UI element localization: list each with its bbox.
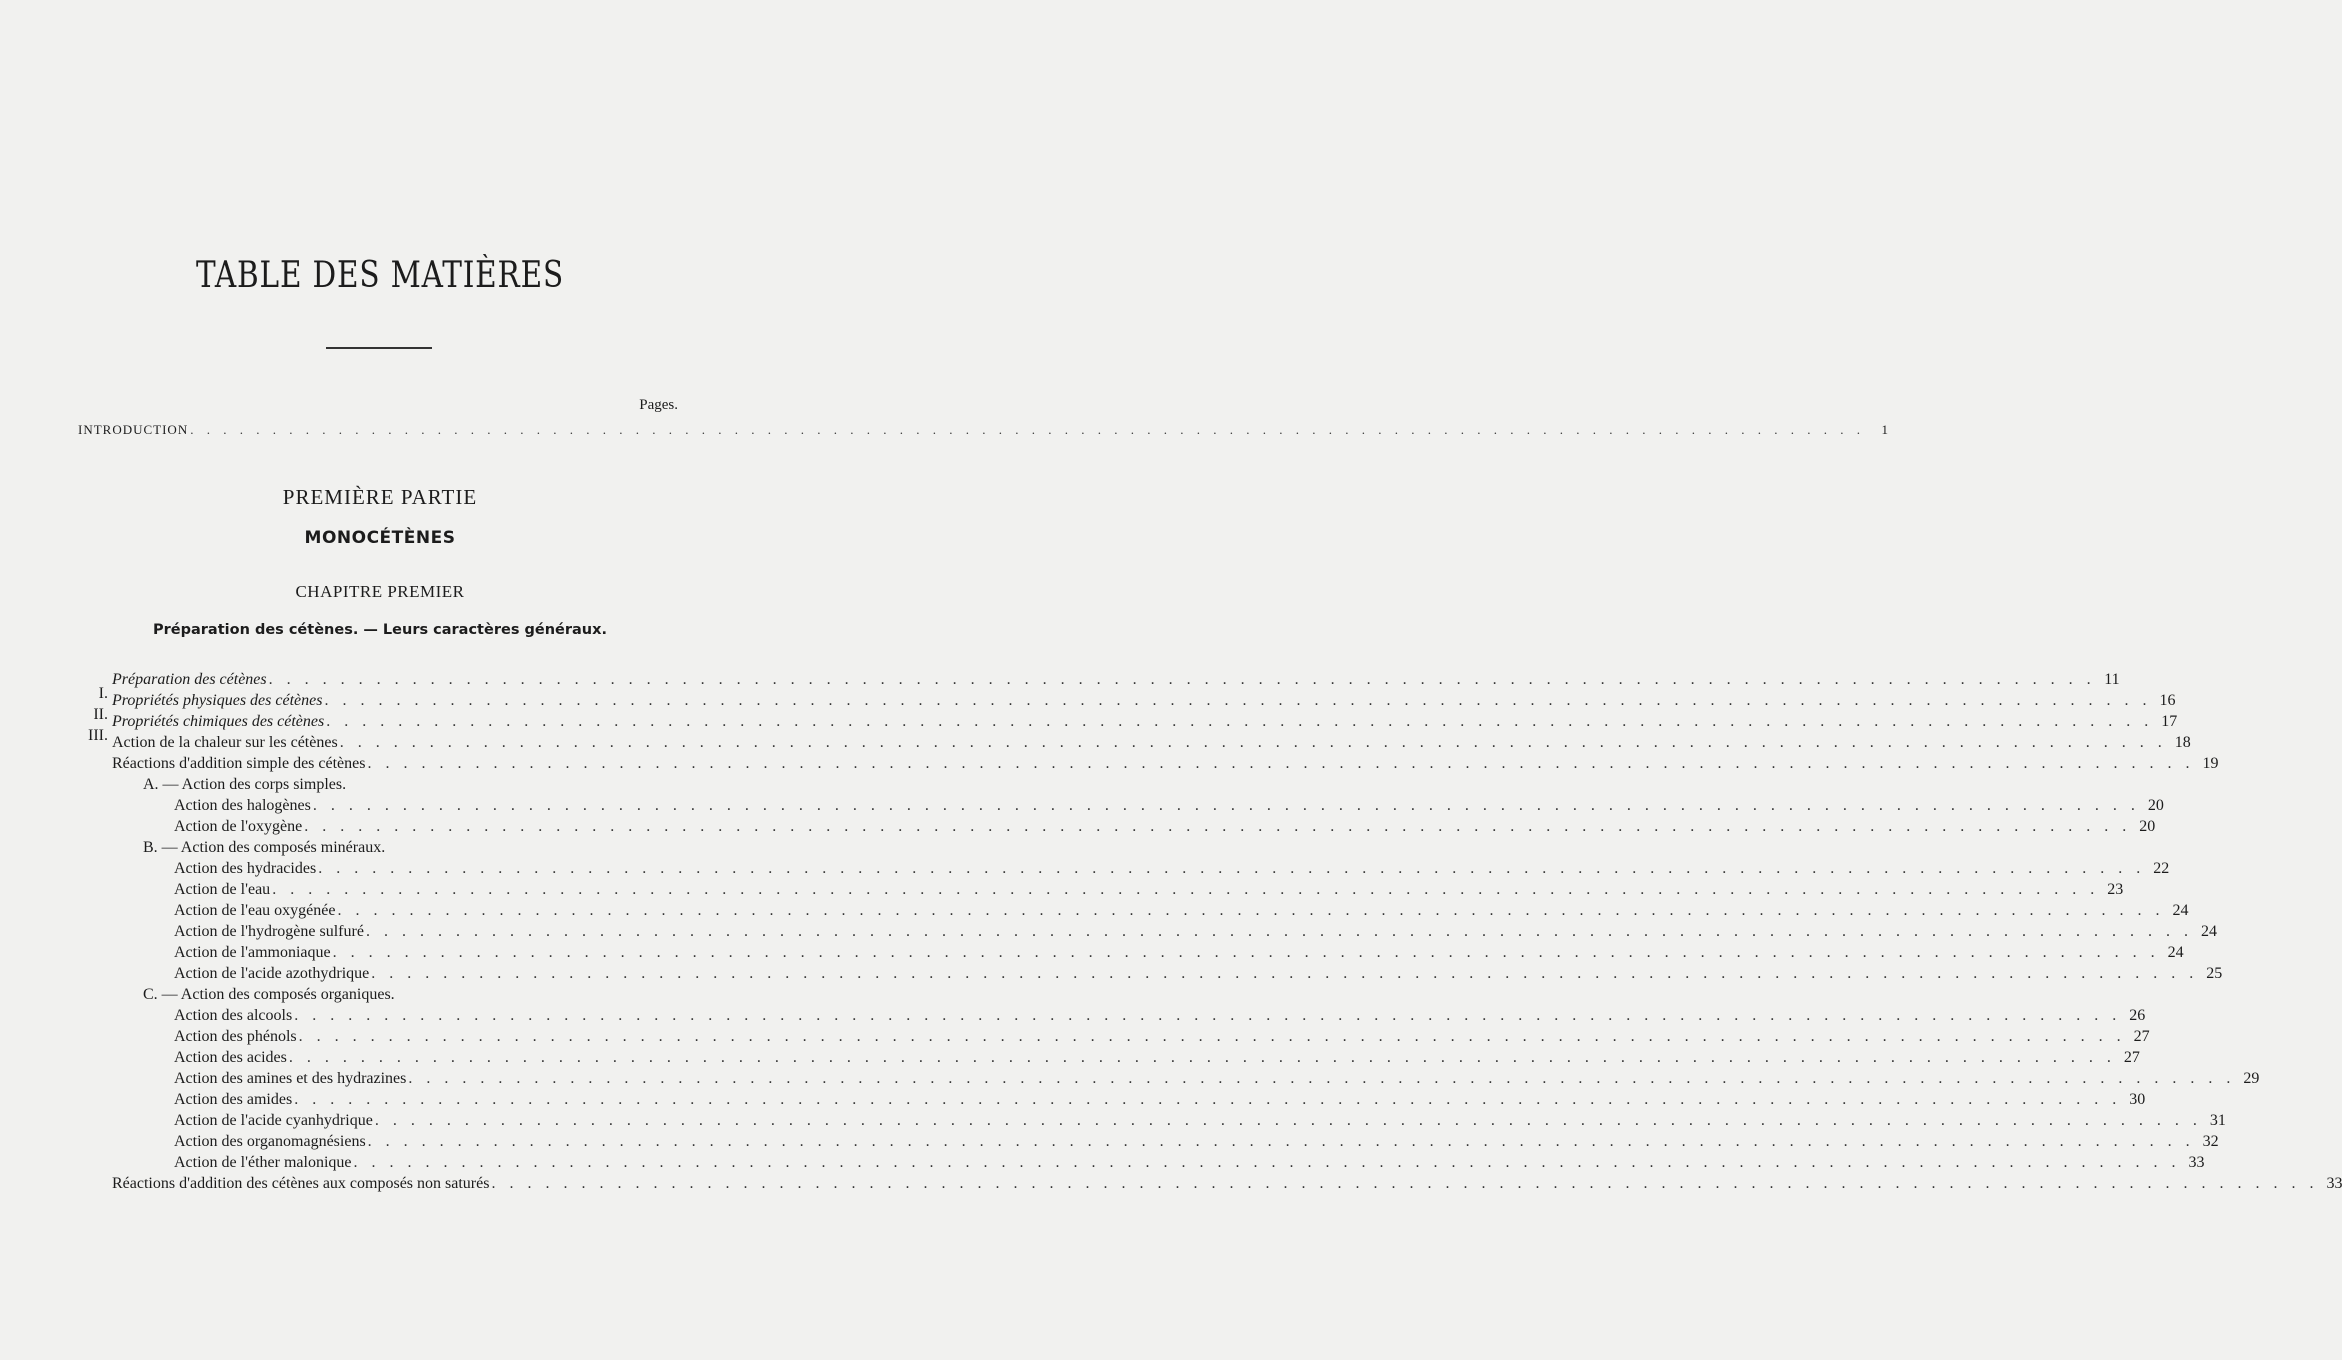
leader-dots xyxy=(371,964,2198,984)
toc-entry-item[interactable] xyxy=(174,796,2164,816)
leader-dots xyxy=(354,1153,2181,1173)
toc-entry-page: 19 xyxy=(2202,755,2219,772)
toc-entry-subsection[interactable] xyxy=(112,754,2219,774)
toc-entry-page: 17 xyxy=(2161,713,2178,730)
toc-entry-label: Réactions d'addition des cétènes aux composés non saturés xyxy=(112,1175,490,1192)
toc-entry-label: Action de la chaleur sur les cétènes xyxy=(112,734,338,751)
toc-group-heading: B. — Action des composés minéraux. xyxy=(143,839,386,856)
title-rule xyxy=(326,347,432,349)
leader-dots xyxy=(491,1174,2318,1194)
toc-entry-label: Propriétés chimiques des cétènes xyxy=(112,713,325,730)
toc-entry-item[interactable] xyxy=(174,1132,2219,1152)
toc-entry-page: 20 xyxy=(2139,818,2156,835)
toc-entry-label: Propriétés physiques des cétènes xyxy=(112,692,323,709)
toc-entry-page: 20 xyxy=(2147,797,2164,814)
toc-entry-page: 31 xyxy=(2209,1112,2226,1129)
toc-entry-page: 33 xyxy=(2188,1154,2205,1171)
toc-entry-label: Action de l'oxygène xyxy=(174,818,303,835)
toc-entry-label: Préparation des cétènes xyxy=(112,671,267,688)
toc-entry-page: 25 xyxy=(2206,965,2223,982)
toc-entry-page: 29 xyxy=(2243,1070,2260,1087)
leader-dots xyxy=(313,796,2140,816)
toc-entry-page: 27 xyxy=(2123,1049,2140,1066)
section-number: II. xyxy=(93,706,108,723)
toc-entry-introduction[interactable] xyxy=(78,420,1889,440)
toc-entry-label: Action des amines et des hydrazines xyxy=(174,1070,407,1087)
section-number: I. xyxy=(98,685,108,702)
toc-entry-item[interactable] xyxy=(174,1006,2146,1026)
toc-entry-item[interactable] xyxy=(174,901,2189,921)
toc-entry-page: 32 xyxy=(2202,1133,2219,1150)
toc-entry-label: Action de l'acide cyanhydrique xyxy=(174,1112,373,1129)
toc-entry-label: Action des phénols xyxy=(174,1028,297,1045)
leader-dots xyxy=(366,922,2193,942)
toc-entry-item[interactable] xyxy=(174,943,2184,963)
toc-entry-item[interactable] xyxy=(174,964,2223,984)
part-title: PREMIÈRE PARTIE xyxy=(282,485,478,509)
toc-entry-page: 22 xyxy=(2153,860,2170,877)
toc-entry-item[interactable] xyxy=(174,922,2217,942)
leader-dots xyxy=(326,712,2153,732)
leader-dots xyxy=(294,1006,2121,1026)
toc-entry-label: Action de l'éther malonique xyxy=(174,1154,352,1171)
leader-dots xyxy=(324,691,2151,711)
toc-entry-label: Action des hydracides xyxy=(174,860,317,877)
toc-entry-label: Action des organomagnésiens xyxy=(174,1133,366,1150)
leader-dots xyxy=(190,420,1865,440)
chapter-title: CHAPITRE PREMIER xyxy=(295,582,465,601)
leader-dots xyxy=(337,901,2164,921)
part-subtitle: MONOCÉTÈNES xyxy=(304,528,456,548)
toc-entry-page: 11 xyxy=(2104,671,2120,688)
leader-dots xyxy=(368,1132,2195,1152)
toc-entry-label: Action des alcools xyxy=(174,1007,293,1024)
toc-entry-page: 27 xyxy=(2133,1028,2150,1045)
leader-dots xyxy=(294,1090,2121,1110)
leader-dots xyxy=(272,880,2099,900)
toc-entry-page: 16 xyxy=(2159,692,2176,709)
toc-entry-item[interactable] xyxy=(174,859,2170,879)
leader-dots xyxy=(375,1111,2202,1131)
toc-group-heading: A. — Action des corps simples. xyxy=(143,776,347,793)
toc-entry-item[interactable] xyxy=(174,880,2124,900)
toc-entry-page: 24 xyxy=(2200,923,2217,940)
toc-entry-item[interactable] xyxy=(174,1069,2260,1089)
toc-entry-item[interactable] xyxy=(174,1027,2150,1047)
toc-entry-page: 1 xyxy=(1881,422,1889,437)
leader-dots xyxy=(408,1069,2235,1089)
toc-entry-page: 26 xyxy=(2129,1007,2146,1024)
leader-dots xyxy=(304,817,2131,837)
leader-dots xyxy=(318,859,2145,879)
leader-dots xyxy=(289,1048,2116,1068)
toc-entry-page: 30 xyxy=(2129,1091,2146,1108)
toc-entry-label: INTRODUCTION xyxy=(78,422,189,437)
leader-dots xyxy=(340,733,2167,753)
leader-dots xyxy=(299,1027,2126,1047)
toc-entry-item[interactable] xyxy=(174,1048,2140,1068)
toc-entry-label: Action de l'acide azothydrique xyxy=(174,965,370,982)
leader-dots xyxy=(269,670,2096,690)
toc-entry-label: Action des halogènes xyxy=(174,797,311,814)
toc-entry-page: 24 xyxy=(2172,902,2189,919)
toc-entry-label: Action de l'hydrogène sulfuré xyxy=(174,923,364,940)
toc-entry-subsection[interactable] xyxy=(112,733,2191,753)
toc-entry-label: Action de l'eau xyxy=(174,881,271,898)
toc-entry-page: 18 xyxy=(2174,734,2191,751)
toc-entry-label: Action de l'eau oxygénée xyxy=(174,902,336,919)
toc-entry-label: Réactions d'addition simple des cétènes xyxy=(112,755,366,772)
toc-entry-item[interactable] xyxy=(174,1090,2146,1110)
toc-group-heading: C. — Action des composés organiques. xyxy=(143,986,395,1003)
chapter-subtitle: Préparation des cétènes. — Leurs caractères généraux. xyxy=(153,622,607,638)
toc-entry-page: 23 xyxy=(2107,881,2124,898)
leader-dots xyxy=(333,943,2160,963)
pages-column-header: Pages. xyxy=(639,397,678,413)
toc-entry-item[interactable] xyxy=(174,1111,2226,1131)
toc-entry-label: Action des amides xyxy=(174,1091,293,1108)
toc-entry-item[interactable] xyxy=(174,1153,2205,1173)
toc-entry-subsection[interactable] xyxy=(112,1174,2342,1194)
toc-entry-page: 33 xyxy=(2326,1175,2342,1192)
toc-entry-label: Action de l'ammoniaque xyxy=(174,944,331,961)
page-title: TABLE DES MATIÈRES xyxy=(195,255,565,296)
section-number: III. xyxy=(88,727,108,744)
toc-entry-label: Action des acides xyxy=(174,1049,287,1066)
leader-dots xyxy=(367,754,2194,774)
toc-entry-page: 24 xyxy=(2167,944,2184,961)
toc-entry-item[interactable] xyxy=(174,817,2156,837)
